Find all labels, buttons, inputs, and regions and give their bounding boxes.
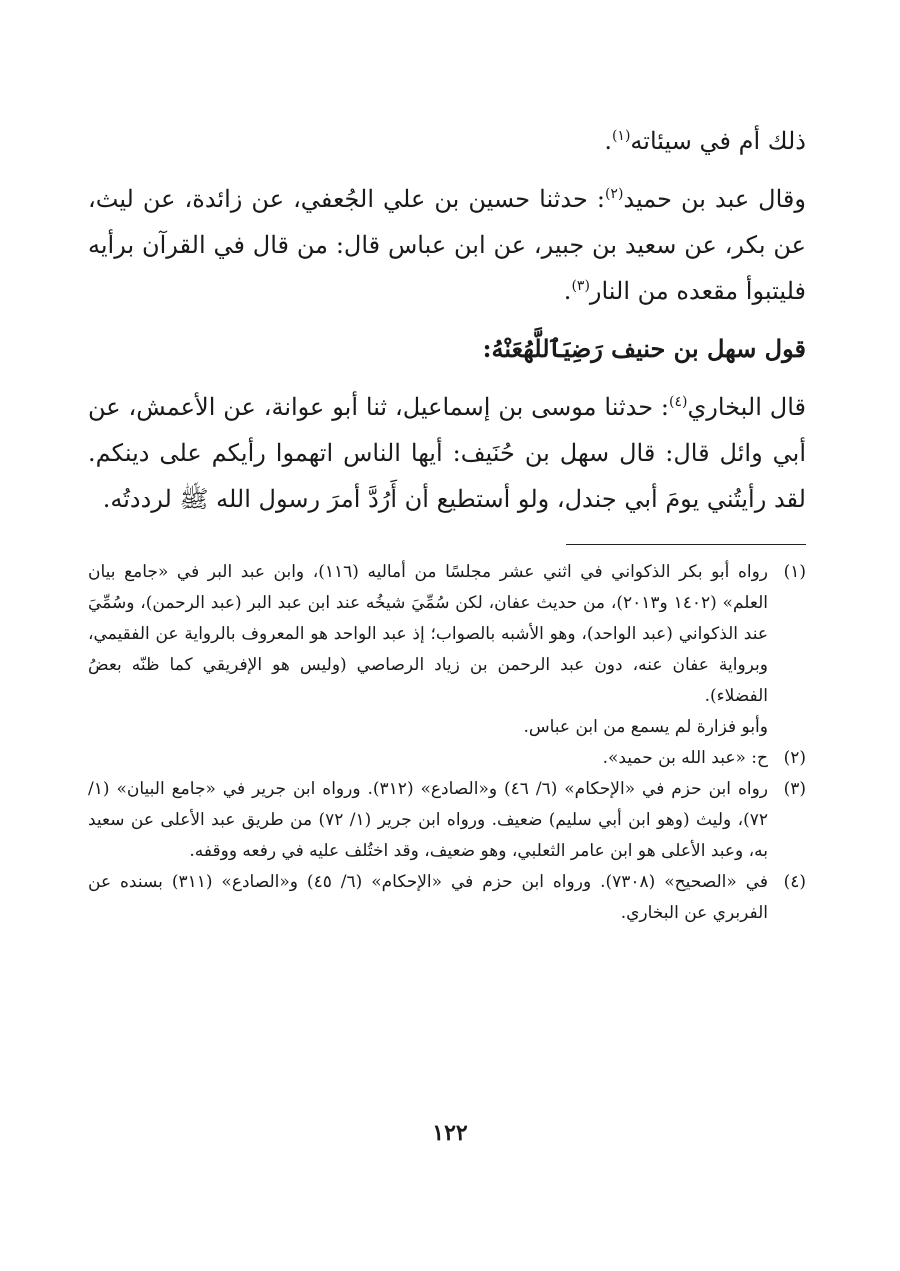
footnote-number: (١) bbox=[783, 562, 806, 582]
footnote-body bbox=[88, 867, 768, 929]
paragraph-2 bbox=[88, 176, 806, 314]
page-number: ١٢٢ bbox=[432, 1120, 468, 1146]
footnote-1 bbox=[88, 557, 806, 743]
footnote-ref-4[interactable]: (٤) bbox=[669, 394, 688, 410]
paragraph-text: وقال عبد بن حميد bbox=[623, 185, 806, 213]
footnotes bbox=[88, 557, 806, 929]
footnote-body bbox=[88, 557, 768, 743]
footnote-number: (٤) bbox=[783, 872, 806, 892]
paragraph-end: . bbox=[604, 127, 612, 155]
footnote-line: وأبو فزارة لم يسمع من ابن عباس. bbox=[523, 717, 768, 737]
paragraph-3 bbox=[88, 384, 806, 522]
footnote-ref-2[interactable]: (٢) bbox=[604, 186, 624, 202]
footnote-ref-3[interactable]: (٣) bbox=[571, 278, 590, 294]
footnote-3 bbox=[88, 774, 806, 867]
footnote-body bbox=[88, 743, 768, 774]
paragraph-text: قال البخاري bbox=[687, 393, 806, 421]
footnote-divider bbox=[566, 544, 806, 545]
paragraph-end: . bbox=[563, 277, 572, 305]
footnote-line: رواه أبو بكر الذكواني في اثني عشر مجلسًا من أماليه (١١٦)، وابن عبد البر في «جامع بيان العلم» (١٤٠٢ و٢٠١٣)، من حديث عفان، لكن سُمِّيَ شيخُه عند ابن عبد البر (عبد الرحمن)، وسُمِّيَ عند الذكواني (عبد الواحد)، وهو الأشبه بالصواب؛ إذ عبد الواحد هو المعروف بالرواية عن الفقيمي، وبرواية عفان عنه، دون عبد الرحمن بن زياد الرصاصي (وليس هو الإفريقي كما ظنّه بعضُ الفضلاء). bbox=[88, 562, 768, 706]
paragraph-text: ذلك أم في سيئاته bbox=[630, 127, 806, 155]
footnote-2 bbox=[88, 743, 806, 774]
main-text bbox=[88, 118, 806, 522]
footnote-ref-1[interactable]: (١) bbox=[611, 128, 631, 144]
document-page bbox=[88, 118, 806, 1218]
footnote-line: في «الصحيح» (٧٣٠٨). ورواه ابن حزم في «الإحكام» (٦/ ٤٥) و«الصادع» (٣١١) بسنده عن الفربري عن البخاري. bbox=[88, 872, 769, 923]
footnote-number: (٢) bbox=[783, 748, 806, 768]
section-heading: قول سهل بن حنيف رَضِيَٱللَّهُعَنْهُ: bbox=[482, 334, 806, 363]
footnote-line: ح: «عبد الله بن حميد». bbox=[602, 748, 768, 768]
footnote-body bbox=[88, 774, 768, 867]
paragraph-text: : حدثنا موسى بن إسماعيل، ثنا أبو عوانة، عن الأعمش، عن أبي وائل قال: قال سهل بن حُنَيف: أيها الناس اتهموا رأيكم على دينكم. لقد رأيتُني يومَ أبي جندل، ولو أستطيع أن أَرُدَّ أمرَ رسول الله ﷺ لرددتُه. bbox=[88, 393, 806, 513]
footnote-line: رواه ابن حزم في «الإحكام» (٦/ ٤٦) و«الصادع» (٣١٢). ورواه ابن جرير في «جامع البيان» (١/ ٧٢)، وليث (وهو ابن أبي سليم) ضعيف. ورواه ابن جرير (١/ ٧٢) من طريق عبد الأعلى عن سعيد به، وعبد الأعلى هو ابن عامر الثعلبي، وهو ضعيف، وقد اختُلف عليه في رفعه ووقفه. bbox=[88, 779, 768, 861]
paragraph-text: : حدثنا حسين بن علي الجُعفي، عن زائدة، عن ليث، عن بكر، عن سعيد بن جبير، عن ابن عباس قال: من قال في القرآن برأيه فليتبوأ مقعده من النار bbox=[88, 185, 806, 305]
paragraph-1 bbox=[88, 118, 806, 164]
footnote-number: (٣) bbox=[783, 779, 806, 799]
footnote-4 bbox=[88, 867, 806, 929]
